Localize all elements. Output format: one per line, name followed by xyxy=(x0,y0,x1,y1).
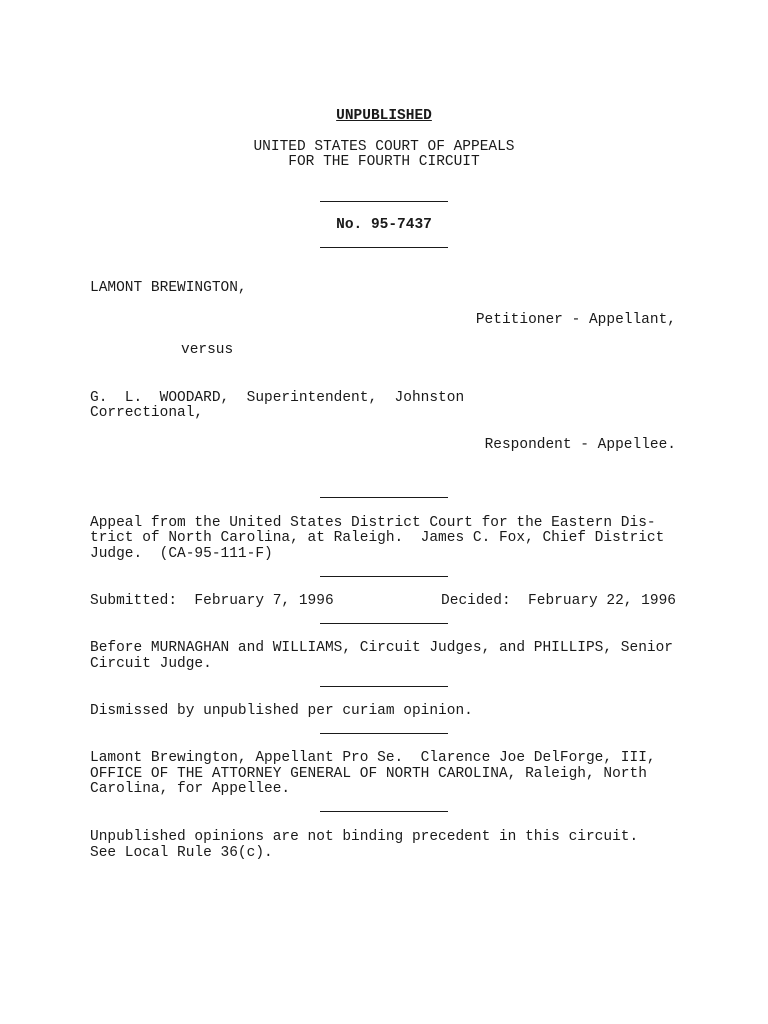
panel-line1: Before MURNAGHAN and WILLIAMS, Circuit Judges, and PHILLIPS, Senior xyxy=(90,640,673,656)
court-name-line2: FOR THE FOURTH CIRCUIT xyxy=(288,154,480,170)
divider xyxy=(320,623,448,624)
counsel-line1: Lamont Brewington, Appellant Pro Se. Clarence Joe DelForge, III, xyxy=(90,750,656,766)
divider xyxy=(320,733,448,734)
versus-label: versus xyxy=(181,342,234,358)
divider xyxy=(320,576,448,577)
divider xyxy=(320,497,448,498)
counsel-line3: Carolina, for Appellee. xyxy=(90,781,291,797)
dates-row xyxy=(90,594,676,610)
disposition: Dismissed by unpublished per curiam opinion. xyxy=(90,703,473,719)
divider xyxy=(320,201,448,202)
divider xyxy=(320,247,448,248)
counsel-line2: OFFICE OF THE ATTORNEY GENERAL OF NORTH CAROLINA, Raleigh, North xyxy=(90,766,647,782)
precedent-notice-line1: Unpublished opinions are not binding precedent in this circuit. xyxy=(90,829,639,845)
appeal-line2: trict of North Carolina, at Raleigh. James C. Fox, Chief District xyxy=(90,530,665,546)
unpublished-label: UNPUBLISHED xyxy=(336,108,432,124)
case-number: No. 95-7437 xyxy=(336,217,432,233)
appeal-line3: Judge. (CA-95-111-F) xyxy=(90,546,273,562)
petitioner-role: Petitioner - Appellant, xyxy=(475,312,676,328)
decided-date: Decided: February 22, 1996 xyxy=(441,593,676,609)
precedent-notice-line2: See Local Rule 36(c). xyxy=(90,845,273,861)
panel-line2: Circuit Judge. xyxy=(90,656,212,672)
appeal-line1: Appeal from the United States District Court for the Eastern Dis- xyxy=(90,515,656,531)
divider xyxy=(320,686,448,687)
respondent-name-line2: Correctional, xyxy=(90,405,204,421)
petitioner-name: LAMONT BREWINGTON, xyxy=(90,280,247,296)
respondent-role: Respondent - Appellee. xyxy=(484,437,676,453)
submitted-date: Submitted: February 7, 1996 xyxy=(90,593,334,609)
divider xyxy=(320,811,448,812)
court-name-line1: UNITED STATES COURT OF APPEALS xyxy=(253,139,515,155)
respondent-name-line1: G. L. WOODARD, Superintendent, Johnston xyxy=(90,390,465,406)
